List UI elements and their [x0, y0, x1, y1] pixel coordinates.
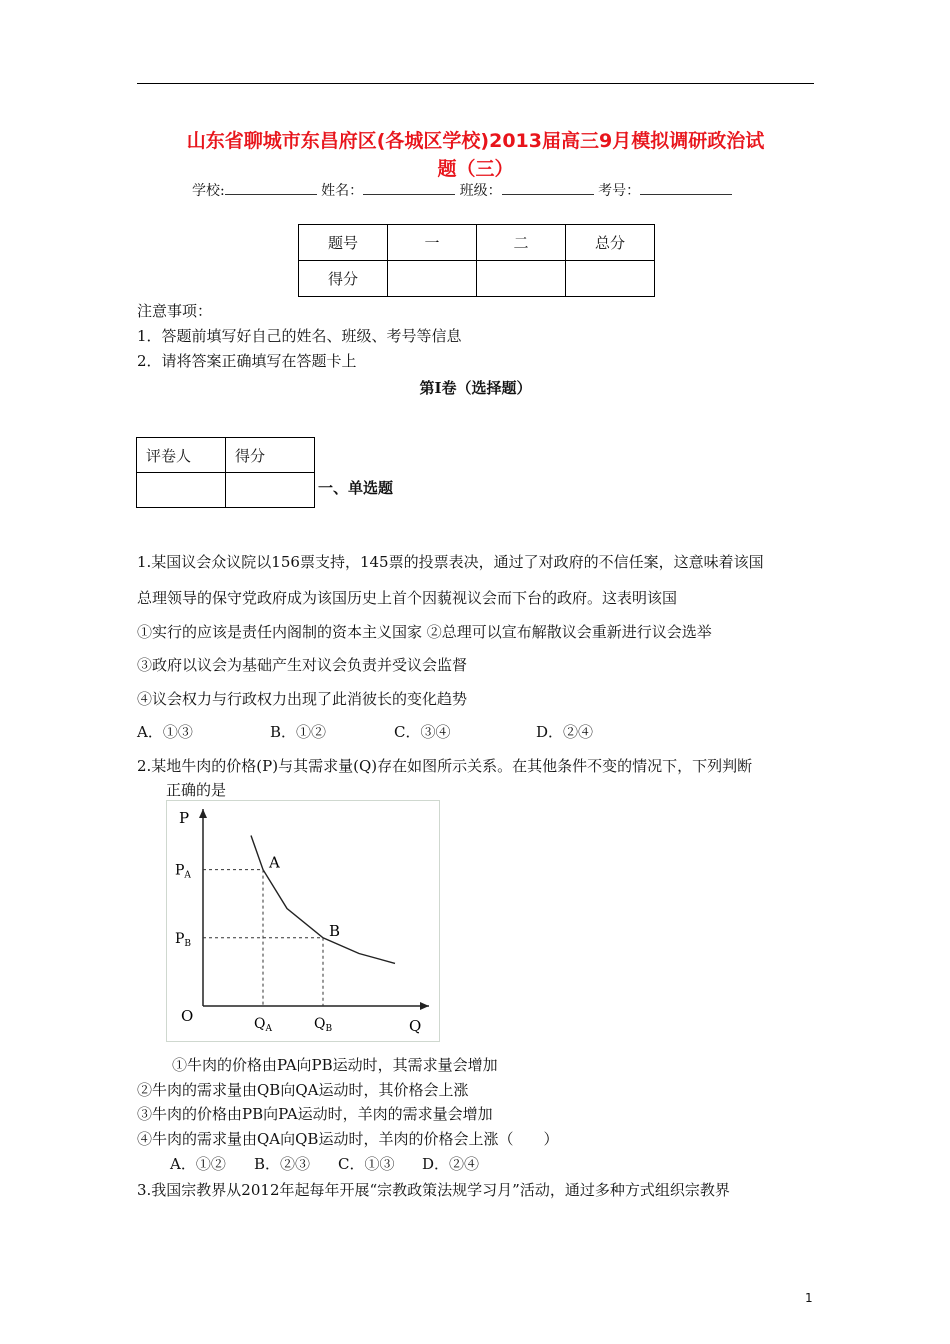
name-label: 姓名： — [321, 183, 364, 199]
score-table — [298, 224, 655, 297]
q2-statement-3: ③牛肉的价格由PB向PA运动时，羊肉的需求量会增加 — [137, 1105, 493, 1123]
part-title: 第I卷（选择题） — [419, 379, 532, 397]
demand-curve-chart — [166, 800, 440, 1042]
quantity-tick-a: $Q_A$ — [254, 1016, 272, 1034]
point-label-b: B — [329, 921, 341, 940]
grader-header-cell: 评卷人 — [137, 438, 226, 473]
q1-choice-c[interactable]: C．③④ — [394, 723, 451, 741]
exam-number-label: 考号： — [598, 183, 641, 199]
grader-header-row — [137, 438, 315, 473]
section-title: 一、单选题 — [318, 479, 394, 497]
school-label: 学校: — [192, 183, 225, 199]
q1-statement-1: ①实行的应该是责任内阁制的资本主义国家 ②总理可以宣布解散议会重新进行议会选举 — [137, 623, 712, 641]
q2-choice-c[interactable]: C．①③ — [338, 1155, 395, 1173]
score-header-cell: 二 — [477, 225, 566, 261]
q2-statement-4: ④牛肉的需求量由QA向QB运动时，羊肉的价格会上涨（ ） — [137, 1130, 559, 1148]
origin-label: O — [181, 1007, 194, 1025]
q1-choice-a[interactable]: A．①③ — [137, 723, 193, 741]
notes-heading: 注意事项： — [137, 302, 213, 320]
q2-choice-a[interactable]: A．①② — [170, 1155, 226, 1173]
q2-choice-b[interactable]: B．②③ — [254, 1155, 311, 1173]
notes — [137, 299, 462, 374]
q1-choice-b[interactable]: B．①② — [270, 723, 327, 741]
grader-table — [136, 437, 315, 508]
q1-stem-line-1: 1.某国议会众议院以156票支持，145票的投票表决，通过了对政府的不信任案，这意味着该国 — [137, 553, 764, 571]
exam-title-line-2: 题（三） — [437, 158, 514, 180]
score-header-cell: 题号 — [299, 225, 388, 261]
exam-number-field[interactable] — [640, 182, 732, 195]
grader-input-row — [137, 473, 315, 508]
q1-stem-line-2: 总理领导的保守党政府成为该国历史上首个因藐视议会而下台的政府。这表明该国 — [137, 589, 678, 607]
price-tick-b: $P_B$ — [175, 930, 192, 949]
q2-choices — [170, 1153, 479, 1174]
name-field[interactable] — [363, 182, 455, 195]
class-field[interactable] — [502, 182, 594, 195]
score-cell[interactable] — [388, 261, 477, 297]
page-number: 1 — [805, 1291, 813, 1305]
q2-stem-line-2: 正确的是 — [166, 781, 227, 799]
point-label-a: A — [269, 853, 280, 872]
score-cell[interactable] — [477, 261, 566, 297]
y-axis-label: P — [179, 809, 190, 827]
y-axis-arrow — [199, 809, 207, 818]
demand-curve-svg — [167, 801, 439, 1041]
score-table-score-row — [299, 261, 655, 297]
score-table-header-row — [299, 225, 655, 261]
school-field[interactable] — [225, 182, 317, 195]
x-axis-arrow — [420, 1002, 429, 1010]
q2-statement-1: ①牛肉的价格由PA向PB运动时，其需求量会增加 — [172, 1056, 498, 1074]
price-tick-a: $P_A$ — [175, 862, 191, 881]
x-axis-label: Q — [409, 1017, 422, 1035]
q1-choice-d[interactable]: D．②④ — [536, 723, 594, 741]
q2-statement-2: ②牛肉的需求量由QB向QA运动时，其价格会上涨 — [137, 1081, 469, 1099]
exam-title — [137, 127, 814, 183]
grader-header-cell: 得分 — [226, 438, 315, 473]
q2-stem-line-1: 2.某地牛肉的价格(P)与其需求量(Q)存在如图所示关系。在其他条件不变的情况下，下列判断 — [137, 757, 753, 775]
student-info-fields — [192, 180, 732, 200]
score-row-label: 得分 — [299, 261, 388, 297]
q1-statement-3: ④议会权力与行政权力出现了此消彼长的变化趋势 — [137, 690, 468, 708]
exam-title-line-1: 山东省聊城市东昌府区(各城区学校)2013届高三9月模拟调研政治试 — [186, 130, 765, 152]
quantity-tick-b: $Q_B$ — [314, 1016, 333, 1034]
q2-choice-d[interactable]: D．②④ — [422, 1155, 480, 1173]
grader-cell[interactable] — [226, 473, 315, 508]
score-header-cell: 一 — [388, 225, 477, 261]
header-rule — [137, 83, 814, 84]
grader-cell[interactable] — [137, 473, 226, 508]
q1-statement-2: ③政府以议会为基础产生对议会负责并受议会监督 — [137, 656, 468, 674]
note-item: 1．答题前填写好自己的姓名、班级、考号等信息 — [137, 327, 462, 345]
class-label: 班级： — [459, 183, 502, 199]
score-header-cell: 总分 — [566, 225, 655, 261]
score-cell[interactable] — [566, 261, 655, 297]
q3-stem-line-1: 3.我国宗教界从2012年起每年开展“宗教政策法规学习月”活动，通过多种方式组织宗教界 — [137, 1181, 730, 1199]
q1-choices — [137, 721, 593, 742]
note-item: 2．请将答案正确填写在答题卡上 — [137, 352, 357, 370]
